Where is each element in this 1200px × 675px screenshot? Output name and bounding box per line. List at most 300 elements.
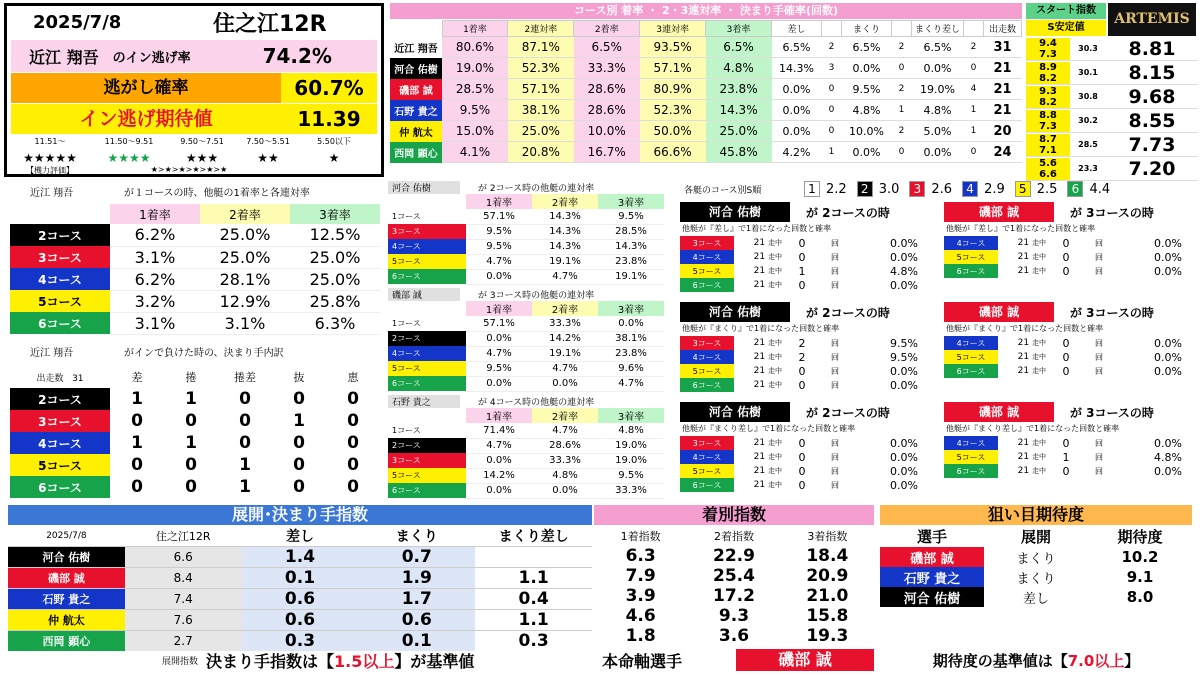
mid-header: 3着率 [598, 408, 664, 423]
kim-run: 21 [753, 266, 766, 276]
kim-count-label: 回 [1095, 238, 1103, 248]
eval-legend: ★>★>★>★>★>★ [150, 165, 228, 174]
kim-pct: 0.0% [1154, 264, 1182, 278]
kim-when: が 3コースの時 [1070, 305, 1154, 320]
pb-cell: 1 [185, 433, 197, 453]
table-row [388, 269, 664, 284]
table-row [388, 423, 664, 438]
axis-player: 磯部 誠 [736, 649, 874, 671]
expect-value: 11.39 [281, 104, 377, 134]
pa-cell: 3.1% [110, 246, 200, 268]
course-label: 5コース [388, 361, 466, 376]
pb-cell: 0 [347, 477, 359, 497]
ct-cell: 33.3% [574, 58, 640, 79]
table-row [388, 224, 664, 239]
ct-cell: 57.1% [640, 58, 706, 79]
ck-cell: 19.3 [806, 626, 849, 646]
kim-run: 21 [753, 352, 766, 362]
ck-cell: 7.9 [625, 566, 656, 586]
kimarite-panel [944, 402, 1196, 502]
si-v: 7.73 [1128, 133, 1176, 156]
pb-cell: 0 [347, 411, 359, 431]
kim-count: 2 [798, 336, 806, 350]
pb-cell: 1 [131, 389, 143, 409]
mid-cell: 4.7% [598, 376, 664, 391]
mid-cell: 14.3% [532, 224, 598, 239]
ct-cell: 21 [984, 100, 1022, 121]
kim-run-label: 走中 [768, 381, 782, 389]
tk-index: 7.6 [125, 610, 242, 631]
s-order-course: 2 [857, 181, 873, 197]
table-row [944, 464, 1196, 478]
s-order-course: 5 [1015, 181, 1031, 197]
course-label: 3コース [388, 453, 466, 468]
tk-cell: 0.3 [475, 631, 592, 652]
si-b: 7.3 [1039, 120, 1057, 132]
eval-stars-4: ★★ [257, 151, 279, 165]
s-order-course: 3 [909, 181, 925, 197]
tk-player: 仲 航太 [8, 610, 125, 631]
s-order-value: 4.4 [1089, 181, 1111, 197]
kimarite-panel [944, 302, 1196, 402]
course-table-title: コース別 着率 ・ 2・3連対率 ・ 決まり手確率(回数) [390, 3, 1022, 19]
table-row [388, 331, 664, 346]
tk-index: 6.6 [125, 547, 242, 568]
si-s: 30.3 [1078, 44, 1098, 53]
mid-cell: 0.0% [466, 483, 532, 498]
ct-cell: 2 [822, 37, 842, 58]
ct-cell: 0.0% [772, 121, 822, 142]
table-row [944, 236, 1196, 250]
kim-count: 0 [1062, 250, 1070, 264]
table-row [944, 264, 1196, 278]
mid-cell: 71.4% [466, 423, 532, 438]
kim-run-label: 走中 [1032, 253, 1046, 261]
kim-count: 0 [1062, 264, 1070, 278]
kim-run-label: 走中 [768, 253, 782, 261]
mid-cell: 38.1% [598, 331, 664, 346]
kim-pct: 0.0% [890, 278, 918, 292]
pb-cell: 0 [185, 477, 197, 497]
course-label: 1コース [388, 209, 466, 224]
eval-stars-2: ★★★★ [107, 151, 151, 165]
table-row [944, 250, 1196, 264]
kim-run-label: 走中 [768, 439, 782, 447]
tk-cell: 1.9 [358, 568, 475, 589]
mid-cell: 23.8% [598, 254, 664, 269]
table-row [680, 436, 932, 450]
ct-cell: 1 [892, 100, 912, 121]
course-label: 4コース [10, 268, 110, 290]
ct-cell: 2 [892, 37, 912, 58]
ct-cell: 6.5% [772, 37, 822, 58]
course-label: 5コース [680, 464, 734, 478]
kim-run: 21 [753, 338, 766, 348]
table-row [388, 483, 664, 498]
table-row [880, 567, 1192, 587]
ct-cell: 9.5% [442, 100, 508, 121]
kim-when: が 2コースの時 [806, 405, 890, 420]
pb-cell: 0 [293, 477, 305, 497]
player-name: 仲 航太 [390, 121, 442, 142]
course-label: 6コース [680, 278, 734, 292]
ct-header: まくり [842, 21, 892, 37]
table-row [10, 246, 380, 268]
table-row [10, 290, 380, 312]
kim-run-label: 走中 [1032, 339, 1046, 347]
table-row [390, 100, 1022, 121]
course-label: 3コース [10, 246, 110, 268]
mid-player: 磯部 誠 [388, 288, 460, 301]
mid-player: 河合 佑樹 [388, 181, 460, 194]
kim-run: 21 [753, 452, 766, 462]
pb-cell: 0 [347, 433, 359, 453]
mid-cell: 0.0% [466, 269, 532, 284]
kim-run-label: 走中 [1032, 467, 1046, 475]
pb-header: 抜 [293, 371, 305, 384]
pa-cell: 28.1% [200, 268, 290, 290]
course-label: 6コース [680, 478, 734, 492]
ct-cell: 14.3% [772, 58, 822, 79]
course-label: 2コース [10, 224, 110, 246]
ct-cell: 3 [822, 58, 842, 79]
mid-cell: 9.6% [598, 361, 664, 376]
ck-cell: 20.9 [806, 566, 849, 586]
kim-count: 0 [1062, 336, 1070, 350]
pa-header: 3着率 [290, 204, 380, 224]
kimarite-panels [680, 202, 1198, 502]
si-s: 23.3 [1078, 164, 1098, 173]
si-v: 8.55 [1128, 109, 1176, 132]
kim-pct: 0.0% [890, 478, 918, 492]
ct-cell: 6.5% [912, 37, 964, 58]
ct-cell: 0.0% [772, 100, 822, 121]
pb-header: 捲差 [234, 371, 256, 384]
kimarite-panel [680, 202, 932, 302]
s-order-value: 2.2 [826, 181, 847, 197]
nerai-foot-post: 】 [1124, 651, 1140, 670]
ct-cell: 0.0% [912, 142, 964, 163]
eval-range-4: 7.50～5.51 [246, 137, 290, 146]
tk-venue: 住之江12R [155, 530, 211, 543]
s-order-value: 2.5 [1036, 181, 1058, 197]
ct-cell: 4.2% [772, 142, 822, 163]
kim-pct: 0.0% [1154, 250, 1182, 264]
ct-cell: 20 [984, 121, 1022, 142]
kim-run-label: 走中 [768, 353, 782, 361]
ct-cell: 4.1% [442, 142, 508, 163]
si-s: 28.5 [1078, 140, 1098, 149]
start-index-rows [1026, 37, 1198, 181]
course-label: 6コース [680, 378, 734, 392]
nr-type: まくり [1016, 571, 1056, 587]
kim-pct: 0.0% [890, 464, 918, 478]
table-row [8, 589, 592, 610]
si-a: 9.4 [1039, 37, 1057, 49]
ct-cell: 28.6% [574, 79, 640, 100]
mid-cell: 0.0% [532, 483, 598, 498]
course-label: 5コース [10, 454, 110, 476]
si-s: 30.8 [1078, 92, 1098, 101]
course-label: 3コース [680, 436, 734, 450]
pa-cell: 12.9% [200, 290, 290, 312]
kim-player: 河合 佑樹 [680, 402, 790, 422]
kim-sub: 他艇が『差し』で1着になった回数と確率 [682, 224, 832, 233]
pa-cell: 25.0% [200, 224, 290, 246]
course-label: 6コース [388, 376, 466, 391]
ct-cell: 87.1% [508, 37, 574, 58]
course-label: 4コース [944, 436, 998, 450]
course-label: 6コース [10, 476, 110, 498]
mid-cell: 14.3% [532, 209, 598, 224]
kim-run: 21 [753, 280, 766, 290]
table-row [388, 316, 664, 331]
ct-header: 3着率 [706, 21, 772, 37]
eval-stars-1: ★★★★★ [23, 151, 77, 165]
table-row [880, 587, 1192, 607]
course-label: 4コース [388, 239, 466, 254]
course-label: 1コース [388, 316, 466, 331]
si-v: 7.20 [1128, 157, 1176, 180]
kim-count-label: 回 [1095, 438, 1103, 448]
kim-player: 磯部 誠 [944, 302, 1054, 322]
kim-count-label: 回 [831, 380, 839, 390]
pa-cell: 6.2% [110, 268, 200, 290]
mid-header: 2着率 [532, 408, 598, 423]
kimarite-panel [680, 302, 932, 402]
kim-count-label: 回 [1095, 366, 1103, 376]
table-row [388, 468, 664, 483]
kim-run: 21 [753, 238, 766, 248]
mid-cell: 19.1% [532, 346, 598, 361]
pa-cell: 3.1% [110, 312, 200, 334]
tk-cell: 0.4 [475, 589, 592, 610]
tk-player: 磯部 誠 [8, 568, 125, 589]
player-name: 河合 佑樹 [390, 58, 442, 79]
panel-b-title: がインで負けた時の、決まり手内訳 [124, 348, 284, 359]
pb-starts [10, 366, 110, 388]
nr-player: 河合 佑樹 [880, 587, 984, 607]
start-index-row [1026, 133, 1198, 157]
ct-cell: 16.7% [574, 142, 640, 163]
pb-cell: 0 [131, 411, 143, 431]
tk-cell [475, 547, 592, 568]
ct-cell: 25.0% [706, 121, 772, 142]
mid-cell: 19.1% [532, 254, 598, 269]
in-player: 近江 翔吾 [29, 47, 99, 67]
kim-count-label: 回 [1095, 252, 1103, 262]
ct-cell: 19.0% [912, 79, 964, 100]
kim-pct: 0.0% [890, 378, 918, 392]
tenkai-table [8, 526, 592, 651]
mid-header: 1着率 [466, 408, 532, 423]
mid-title: が 2コース時の他艇の連対率 [478, 183, 595, 194]
pa-cell: 3.1% [200, 312, 290, 334]
nerai-foot-val: 7.0以上 [1067, 651, 1125, 670]
pa-cell: 25.0% [290, 246, 380, 268]
ct-cell: 2 [892, 79, 912, 100]
ct-cell: 4.8% [912, 100, 964, 121]
pb-cell: 0 [239, 389, 251, 409]
kim-run: 21 [1017, 252, 1030, 262]
ct-cell: 5.0% [912, 121, 964, 142]
ct-cell: 28.5% [442, 79, 508, 100]
kim-pct: 0.0% [890, 450, 918, 464]
table-row [390, 58, 1022, 79]
table-row [680, 250, 932, 264]
tk-index: 7.4 [125, 589, 242, 610]
kim-count: 0 [1062, 436, 1070, 450]
mid-cell: 9.5% [466, 224, 532, 239]
ck-header: 3着指数 [807, 530, 848, 543]
course-label: 3コース [10, 410, 110, 432]
pa-cell: 6.2% [110, 224, 200, 246]
kim-run-label: 走中 [1032, 453, 1046, 461]
kim-count: 0 [798, 464, 806, 478]
table-row [680, 378, 932, 392]
tenkai-foot-pre: 決まり手指数は【 [206, 651, 335, 671]
race-venue: 住之江12R [213, 12, 327, 37]
ct-cell: 80.9% [640, 79, 706, 100]
start-index-row [1026, 85, 1198, 109]
ct-header: 1着率 [442, 21, 508, 37]
kim-count-label: 回 [1095, 338, 1103, 348]
ct-cell: 6.5% [842, 37, 892, 58]
table-row [388, 346, 664, 361]
table-row [8, 610, 592, 631]
mid-cell: 14.3% [598, 239, 664, 254]
course-label: 4コース [388, 346, 466, 361]
ck-cell: 6.3 [625, 546, 656, 566]
start-index-title: スタート指数 [1026, 3, 1106, 19]
kim-run-label: 走中 [768, 239, 782, 247]
kim-count: 0 [798, 364, 806, 378]
kim-pct: 0.0% [1154, 236, 1182, 250]
ct-header: 2連対率 [508, 21, 574, 37]
ct-cell: 20.8% [508, 142, 574, 163]
start-index-row [1026, 109, 1198, 133]
eval-range-3: 9.50～7.51 [180, 137, 224, 146]
ct-cell: 2 [892, 121, 912, 142]
mid-cell: 0.0% [466, 331, 532, 346]
ct-cell: 10.0% [574, 121, 640, 142]
kim-count-label: 回 [831, 238, 839, 248]
chakubetsu-table [594, 526, 874, 646]
kim-sub: 他艇が『まくり』で1着になった回数と確率 [946, 324, 1104, 333]
chakubetsu-title: 着別指数 [594, 505, 874, 525]
mid-cell: 4.7% [532, 361, 598, 376]
ct-cell: 52.3% [640, 100, 706, 121]
mid-cell: 28.5% [598, 224, 664, 239]
ct-cell: 1 [822, 142, 842, 163]
kim-count-label: 回 [1095, 452, 1103, 462]
ct-header [964, 21, 984, 37]
pb-cell: 0 [185, 411, 197, 431]
race-date: 2025/7/8 [33, 12, 122, 33]
kim-run: 21 [1017, 466, 1030, 476]
course-label: 2コース [388, 438, 466, 453]
table-row [944, 436, 1196, 450]
kim-pct: 0.0% [1154, 364, 1182, 378]
artemis-logo: ARTEMIS [1108, 3, 1196, 36]
ct-head-blank [390, 21, 442, 37]
si-b: 8.2 [1039, 96, 1057, 108]
kim-run: 21 [753, 366, 766, 376]
mid-title: が 4コース時の他艇の連対率 [478, 397, 595, 408]
kim-run: 21 [1017, 438, 1030, 448]
ct-cell: 0 [964, 142, 984, 163]
si-b: 7.3 [1039, 48, 1057, 60]
tk-player: 河合 佑樹 [8, 547, 125, 568]
kim-count-label: 回 [831, 452, 839, 462]
kim-count-label: 回 [831, 480, 839, 490]
table-row [10, 388, 380, 410]
kim-count: 0 [798, 278, 806, 292]
table-row [10, 432, 380, 454]
table-row [390, 37, 1022, 58]
kim-count: 1 [798, 264, 806, 278]
tk-cell: 0.6 [358, 610, 475, 631]
mid-cell: 4.7% [532, 423, 598, 438]
kim-count-label: 回 [831, 366, 839, 376]
kim-run: 21 [1017, 352, 1030, 362]
mid-cell: 23.8% [598, 346, 664, 361]
mid-cell: 4.8% [532, 468, 598, 483]
table-row [944, 450, 1196, 464]
s-order-value: 2.6 [931, 181, 953, 197]
kimarite-panel [944, 202, 1196, 302]
kim-count-label: 回 [831, 466, 839, 476]
panel-a-table [10, 204, 380, 335]
course-label: 6コース [944, 264, 998, 278]
table-row [390, 79, 1022, 100]
mid-cell: 9.5% [466, 361, 532, 376]
kim-run-label: 走中 [768, 481, 782, 489]
tk-cell: 0.1 [358, 631, 475, 652]
course-label: 4コース [680, 450, 734, 464]
ct-cell: 0 [964, 58, 984, 79]
course-label: 5コース [388, 254, 466, 269]
tk-cell: 1.7 [358, 589, 475, 610]
tk-cell: 0.6 [242, 610, 359, 631]
ck-header: 1着指数 [620, 530, 661, 543]
player-name: 磯部 誠 [390, 79, 442, 100]
nr-header: 展開 [1020, 528, 1051, 546]
ct-cell: 25.0% [508, 121, 574, 142]
ck-cell: 22.9 [713, 546, 755, 566]
course-label: 5コース [944, 250, 998, 264]
pb-cell: 0 [293, 389, 305, 409]
kim-count-label: 回 [831, 280, 839, 290]
tk-cell: 0.6 [242, 589, 359, 610]
ct-cell: 0 [892, 142, 912, 163]
table-row [10, 312, 380, 334]
nr-val: 10.2 [1121, 548, 1159, 566]
mid-header: 1着率 [466, 301, 532, 316]
kim-count: 0 [798, 378, 806, 392]
tk-header: まくり [395, 529, 438, 545]
mid-title: が 3コース時の他艇の連対率 [478, 290, 595, 301]
kim-run-label: 走中 [768, 267, 782, 275]
si-b: 7.1 [1039, 144, 1057, 156]
kim-when: が 2コースの時 [806, 205, 890, 220]
ct-cell: 45.8% [706, 142, 772, 163]
kimarite-panel [680, 402, 932, 502]
ct-cell: 4 [964, 79, 984, 100]
table-row [680, 278, 932, 292]
tenkai-foot-val: 1.5以上 [334, 651, 395, 671]
mid-header: 2着率 [532, 194, 598, 209]
